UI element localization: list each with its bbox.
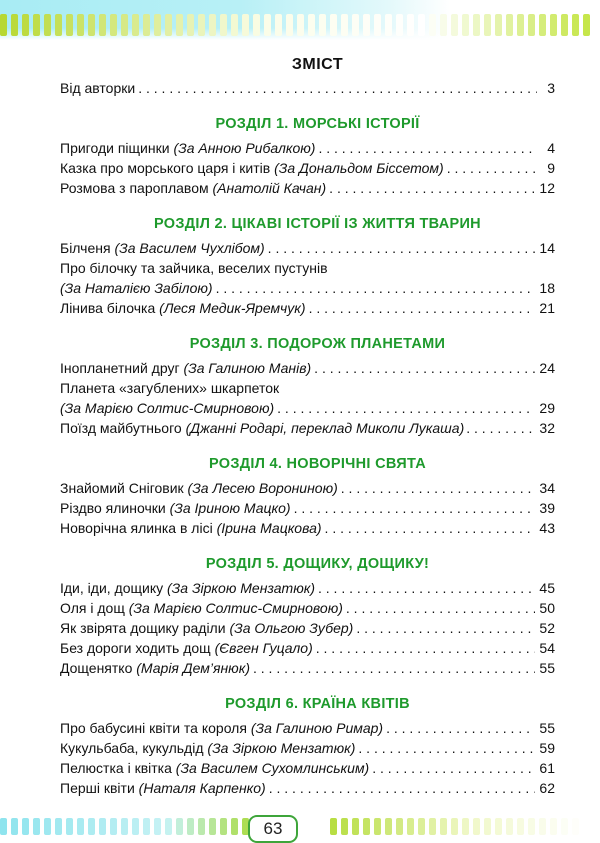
dot-leader [268,238,536,258]
stripe-segment [572,818,579,835]
entry-title: Білченя [60,240,111,256]
toc-entry[interactable] [60,598,555,618]
toc-entry[interactable] [60,738,555,758]
toc-entry[interactable] [60,618,555,638]
entry-page: 3 [547,80,555,96]
entry-page: 52 [539,620,555,636]
stripe-segment [550,818,557,835]
stripe-segment [396,818,403,835]
stripe-segment [462,14,469,36]
stripe-segment [143,818,150,835]
stripe-segment [121,14,128,36]
stripe-segment [209,14,216,36]
toc-entry[interactable] [60,418,555,438]
stripe-segment [484,14,491,36]
entry-title: Пригоди піщинки [60,140,170,156]
dot-leader [316,638,536,658]
toc-entry[interactable] [60,778,555,798]
stripe-segment [517,14,524,36]
stripe-segment [88,818,95,835]
stripe-segment [341,818,348,835]
entry-author: (За Анною Рибалкою) [173,140,316,156]
stripe-segment [132,14,139,36]
dot-leader [386,718,535,738]
stripe-segment [132,818,139,835]
toc-entry[interactable] [60,638,555,658]
stripe-segment [231,818,238,835]
entry-author: (За Зіркою Мензатюк) [167,580,315,596]
stripe-segment [11,818,18,835]
entry-title: Планета «загублених» шкарпеток [60,380,280,396]
entry-author: (За Марією Солтис-Смирновою) [128,600,343,616]
entry-page: 62 [539,780,555,796]
entry-title: Інопланетний друг [60,360,180,376]
stripe-segment [341,14,348,36]
dot-leader [216,278,536,298]
toc-entry[interactable] [60,358,555,378]
stripe-segment [165,818,172,835]
entry-title: Про бабусині квіти та короля [60,720,251,736]
dot-leader [314,358,535,378]
entry-author: (За Марією Солтис-Смирновою) [60,400,275,416]
stripe-segment [198,14,205,36]
stripe-segment [517,818,524,835]
dot-leader [447,158,537,178]
stripe-segment [77,14,84,36]
dot-leader [253,658,535,678]
section-heading-5: РОЗДІЛ 5. ДОЩИКУ, ДОЩИКУ! [205,556,430,572]
stripe-segment [319,818,326,835]
stripe-segment [66,818,73,835]
entry-title: Про білочку та зайчика, веселих пустунів [60,260,328,276]
entry-page: 18 [539,280,555,296]
entry-author: (Наталя Карпенко) [138,780,266,796]
entry-page: 9 [547,160,555,176]
stripe-segment [220,818,227,835]
section-heading-4: РОЗДІЛ 4. НОВОРІЧНІ СВЯТА [209,456,426,472]
entry-author: (За Галиною Манів) [183,360,312,376]
entry-title: Від авторки [60,80,136,96]
entry-title: Різдво ялиночки [60,500,170,516]
stripe-segment [583,14,590,36]
entry-title: Казка про морського царя і китів [60,160,271,176]
stripe-segment [561,818,568,835]
toc-entry[interactable] [60,178,555,198]
toc-entry-title-line[interactable] [60,378,555,398]
stripe-segment [297,14,304,36]
entry-page: 29 [539,400,555,416]
stripe-segment [561,14,568,36]
stripe-segment [363,818,370,835]
stripe-segment [0,818,7,835]
stripe-segment [286,14,293,36]
dot-leader [356,618,535,638]
dot-leader [325,518,536,538]
entry-author: (Ірина Мацкова) [216,520,322,536]
entry-page: 4 [547,140,555,156]
stripe-segment [330,14,337,36]
stripe-segment [242,14,249,36]
entry-title: Знайомий Сніговик [60,480,184,496]
dot-leader [138,78,537,98]
stripe-segment [275,14,282,36]
stripe-segment [506,14,513,36]
stripe-segment [253,14,260,36]
entry-title: Іди, іди, дощику [60,580,164,596]
stripe-segment [77,818,84,835]
stripe-segment [33,818,40,835]
entry-title: Новорічна ялинка в лісі [60,520,213,536]
entry-page: 34 [539,480,555,496]
entry-author: (Анатолій Качан) [212,180,327,196]
entry-page: 50 [539,600,555,616]
stripe-segment [121,818,128,835]
stripe-segment [0,14,7,36]
entry-page: 14 [539,240,555,256]
stripe-segment [330,818,337,835]
stripe-segment [418,818,425,835]
stripe-segment [319,14,326,36]
stripe-segment [550,14,557,36]
stripe-segment [143,14,150,36]
entry-author: (Марія Дем’янюк) [136,660,250,676]
toc-entry[interactable] [60,298,555,318]
stripe-segment [440,14,447,36]
stripe-segment [55,14,62,36]
entry-page: 61 [539,760,555,776]
stripe-segment [22,818,29,835]
stripe-segment [44,818,51,835]
toc-entry[interactable] [60,278,555,298]
entry-page: 24 [539,360,555,376]
stripe-segment [473,14,480,36]
stripe-segment [165,14,172,36]
section-heading-1: РОЗДІЛ 1. МОРСЬКІ ІСТОРІЇ [215,116,420,132]
section-heading-2: РОЗДІЛ 2. ЦІКАВІ ІСТОРІЇ ІЗ ЖИТТЯ ТВАРИН [154,216,481,232]
stripe-segment [176,818,183,835]
toc-entry[interactable] [60,758,555,778]
stripe-segment [352,818,359,835]
entry-page: 45 [539,580,555,596]
entry-title: Перші квіти [60,780,139,796]
dot-leader [466,418,537,438]
stripe-segment [22,14,29,36]
toc-entry[interactable] [60,578,555,598]
entry-page: 55 [539,660,555,676]
dot-leader [358,738,535,758]
stripe-segment [110,14,117,36]
dot-leader [277,398,535,418]
dot-leader [346,598,536,618]
stripe-segment [583,818,590,835]
entry-page: 21 [539,300,555,316]
entry-title: Дощенятко [60,660,137,676]
stripe-segment [308,818,315,835]
toc-entry[interactable] [60,498,555,518]
entry-author: (За Василем Сухомлинським) [175,760,370,776]
stripe-segment [297,818,304,835]
stripe-segment [451,818,458,835]
dot-leader [318,578,535,598]
stripe-segment [66,14,73,36]
toc-entry[interactable] [60,158,555,178]
section-heading-6: РОЗДІЛ 6. КРАЇНА КВІТІВ [225,696,410,712]
toc-entry[interactable] [60,518,555,538]
entry-title: Як звірята дощику раділи [60,620,226,636]
toc-entry-intro[interactable] [60,78,555,98]
entry-author: (Євген Гуцало) [214,640,313,656]
entry-author: (За Дональдом Біссетом) [274,160,444,176]
toc-entry[interactable] [60,718,555,738]
top-stripe-pattern [0,14,600,36]
toc-entry[interactable] [60,238,555,258]
page-title: ЗМІСТ [291,56,344,73]
toc-entry[interactable] [60,398,555,418]
bottom-stripe-pattern [0,818,600,835]
entry-author: (Леся Медик-Яремчук) [159,300,306,316]
stripe-segment [473,818,480,835]
entry-page: 59 [539,740,555,756]
stripe-segment [198,818,205,835]
stripe-segment [264,14,271,36]
stripe-segment [99,818,106,835]
stripe-segment [407,818,414,835]
entry-title: Розмова з пароплавом [60,180,209,196]
stripe-segment [484,818,491,835]
entry-title: Пелюстка і квітка [60,760,176,776]
stripe-segment [539,14,546,36]
stripe-segment [88,14,95,36]
stripe-segment [385,818,392,835]
stripe-segment [99,14,106,36]
dot-leader [294,498,536,518]
entry-author: (За Лесею Ворониною) [187,480,338,496]
entry-author: (За Галиною Римар) [250,720,384,736]
stripe-segment [308,14,315,36]
entry-page: 39 [539,500,555,516]
toc-entry[interactable] [60,138,555,158]
entry-page: 12 [539,180,555,196]
dot-leader [329,178,535,198]
stripe-segment [11,14,18,36]
toc-entry-title-line[interactable] [60,258,555,278]
stripe-segment [176,14,183,36]
entry-author: (За Ольгою Зубер) [229,620,354,636]
toc-entry[interactable] [60,478,555,498]
stripe-segment [154,14,161,36]
page-number-badge: 63 [248,815,298,843]
stripe-segment [440,818,447,835]
stripe-segment [451,14,458,36]
section-heading-3: РОЗДІЛ 3. ПОДОРОЖ ПЛАНЕТАМИ [189,336,446,352]
stripe-segment [187,14,194,36]
entry-title: Кукульбаба, кукульдід [60,740,208,756]
entry-author: (За Іриною Мацко) [169,500,291,516]
stripe-segment [429,818,436,835]
stripe-segment [385,14,392,36]
toc-entry[interactable] [60,658,555,678]
stripe-segment [429,14,436,36]
stripe-segment [572,14,579,36]
entry-title: Поїзд майбутнього [60,420,182,436]
stripe-segment [231,14,238,36]
stripe-segment [407,14,414,36]
entry-title: Лінива білочка [60,300,156,316]
entry-page: 55 [539,720,555,736]
stripe-segment [209,818,216,835]
entry-author: (Джанні Родарі, переклад Миколи Лукаша) [185,420,465,436]
stripe-segment [539,818,546,835]
stripe-segment [352,14,359,36]
entry-title: Без дороги ходить дощ [60,640,215,656]
dot-leader [341,478,536,498]
stripe-segment [374,14,381,36]
stripe-segment [187,818,194,835]
stripe-segment [528,818,535,835]
stripe-segment [418,14,425,36]
entry-page: 54 [539,640,555,656]
stripe-segment [528,14,535,36]
stripe-segment [495,818,502,835]
entry-author: (За Зіркою Мензатюк) [207,740,356,756]
entry-author: (За Василем Чухлібом) [114,240,265,256]
dot-leader [318,138,537,158]
stripe-segment [110,818,117,835]
stripe-segment [33,14,40,36]
entry-title: Оля і дощ [60,600,129,616]
dot-leader [269,778,536,798]
stripe-segment [44,14,51,36]
stripe-segment [55,818,62,835]
stripe-segment [220,14,227,36]
entry-author: (За Наталією Забілою) [60,280,213,296]
stripe-segment [363,14,370,36]
entry-page: 43 [539,520,555,536]
dot-leader [309,298,536,318]
stripe-segment [154,818,161,835]
stripe-segment [374,818,381,835]
stripe-segment [495,14,502,36]
stripe-segment [462,818,469,835]
dot-leader [372,758,535,778]
stripe-segment [506,818,513,835]
stripe-segment [396,14,403,36]
table-of-contents [60,52,555,798]
entry-page: 32 [539,420,555,436]
